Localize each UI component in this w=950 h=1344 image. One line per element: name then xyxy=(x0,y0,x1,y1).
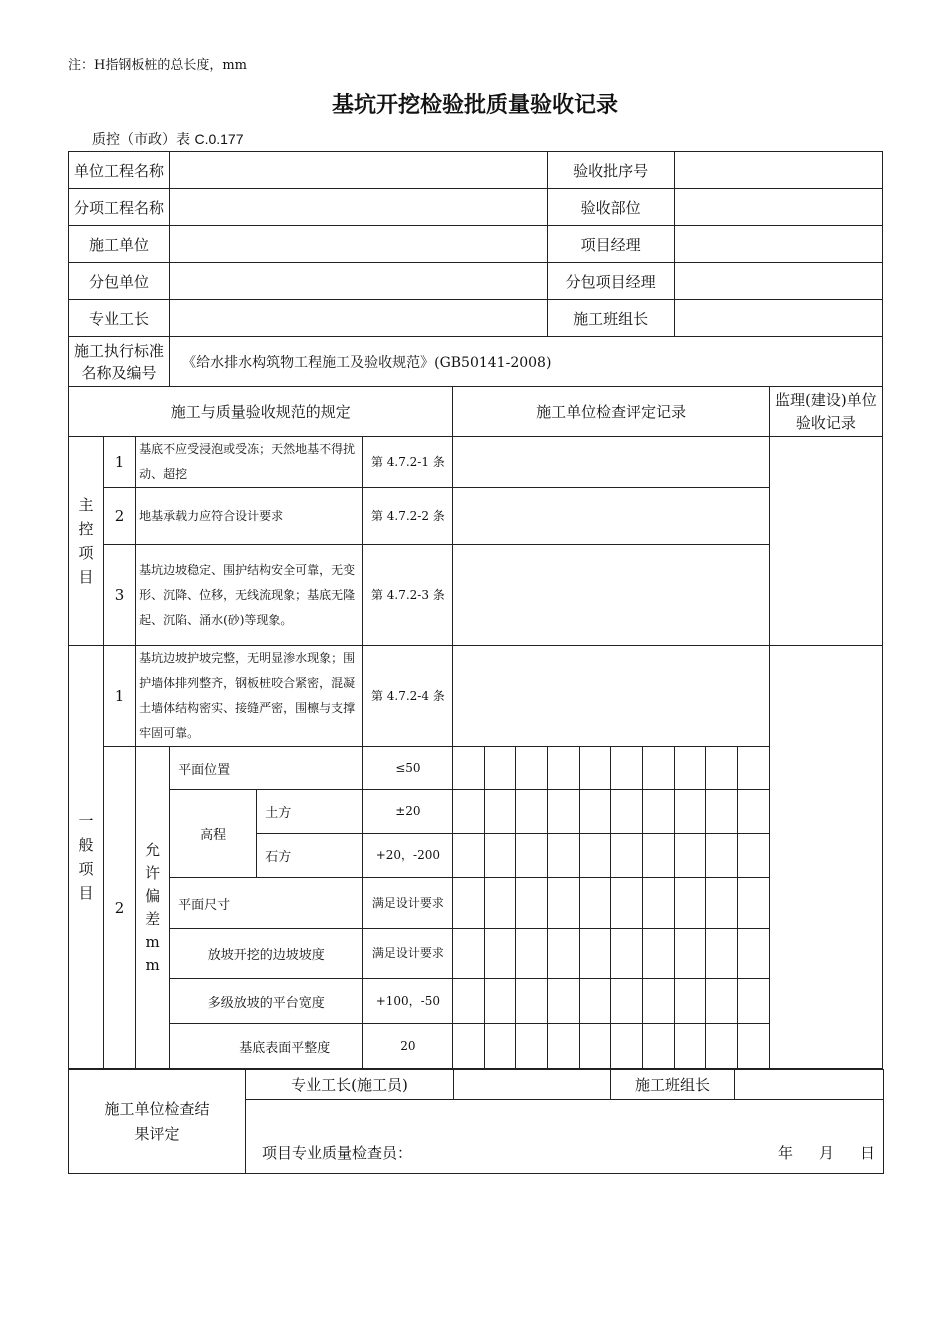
check-cell[interactable] xyxy=(516,834,547,878)
check-cell[interactable] xyxy=(610,929,642,979)
date-year: 年 xyxy=(777,1144,793,1162)
check-cell[interactable] xyxy=(610,790,642,834)
result-inspector-area[interactable] xyxy=(246,1100,884,1174)
subcontract-unit-label: 分包单位 xyxy=(69,263,170,300)
construction-unit-field[interactable] xyxy=(170,226,547,263)
check-cell[interactable] xyxy=(642,979,674,1024)
check-cell[interactable] xyxy=(737,747,769,790)
check-cell[interactable] xyxy=(737,790,769,834)
check-cell[interactable] xyxy=(705,878,737,929)
spec-column-header: 施工与质量验收规范的规定 xyxy=(69,387,453,437)
sub-project-field[interactable] xyxy=(170,189,547,226)
result-foreman-field[interactable] xyxy=(454,1070,611,1100)
main-items-label: 主控项目 xyxy=(69,437,104,646)
check-cell[interactable] xyxy=(547,929,579,979)
check-cell[interactable] xyxy=(737,878,769,929)
result-foreman-label: 专业工长(施工员) xyxy=(246,1070,454,1100)
main-item-clause: 第 4.7.2-3 条 xyxy=(363,545,453,646)
check-cell[interactable] xyxy=(674,979,705,1024)
check-cell[interactable] xyxy=(579,747,610,790)
check-cell[interactable] xyxy=(610,834,642,878)
check-column-header: 施工单位检查评定记录 xyxy=(453,387,769,437)
check-cell[interactable] xyxy=(610,1024,642,1069)
form-number-code: C.0.177 xyxy=(194,131,244,147)
check-cell[interactable] xyxy=(547,790,579,834)
check-cell[interactable] xyxy=(610,747,642,790)
check-cell[interactable] xyxy=(737,834,769,878)
subcontract-unit-field[interactable] xyxy=(170,263,547,300)
check-cell[interactable] xyxy=(453,1024,485,1069)
check-cell[interactable] xyxy=(705,1024,737,1069)
check-cell[interactable] xyxy=(579,878,610,929)
check-cell[interactable] xyxy=(453,747,485,790)
project-manager-field[interactable] xyxy=(674,226,882,263)
check-cell[interactable] xyxy=(485,979,516,1024)
unit-project-field[interactable] xyxy=(170,152,547,189)
result-table xyxy=(68,1069,884,1174)
check-cell[interactable] xyxy=(579,790,610,834)
foreman-label: 专业工长 xyxy=(69,300,170,337)
check-cell[interactable] xyxy=(516,979,547,1024)
check-cell[interactable] xyxy=(737,1024,769,1069)
main-item-no: 2 xyxy=(104,488,136,545)
check-cell[interactable] xyxy=(579,1024,610,1069)
check-cell[interactable] xyxy=(453,878,485,929)
check-cell[interactable] xyxy=(674,747,705,790)
general-item-no: 1 xyxy=(104,646,136,747)
main-item-text: 基坑边坡稳定、围护结构安全可靠，无变形、沉降、位移，无线流现象；基底无隆起、沉陷、涌水(砂)等现象。 xyxy=(136,545,363,646)
check-cell[interactable] xyxy=(579,979,610,1024)
check-cell[interactable] xyxy=(516,929,547,979)
check-cell[interactable] xyxy=(579,834,610,878)
check-cell[interactable] xyxy=(642,878,674,929)
check-cell[interactable] xyxy=(642,1024,674,1069)
main-item-text: 地基承载力应符合设计要求 xyxy=(136,488,363,545)
page-title: 基坑开挖检验批质量验收记录 xyxy=(331,93,618,118)
main-item-no: 1 xyxy=(104,437,136,488)
check-cell[interactable] xyxy=(547,979,579,1024)
result-label: 施工单位检查结果评定 xyxy=(69,1070,246,1174)
check-cell[interactable] xyxy=(642,929,674,979)
general-item-no: 2 xyxy=(104,747,136,1069)
standard-label: 施工执行标准名称及编号 xyxy=(69,337,170,387)
check-cell[interactable] xyxy=(705,979,737,1024)
team-leader-label: 施工班组长 xyxy=(547,300,674,337)
check-cell[interactable] xyxy=(674,834,705,878)
inspection-table xyxy=(68,151,883,1069)
check-cell[interactable] xyxy=(610,878,642,929)
general-supervision-field[interactable] xyxy=(769,646,882,1069)
check-cell[interactable] xyxy=(547,878,579,929)
check-cell[interactable] xyxy=(642,834,674,878)
inspector-label: 项目专业质量检查员： xyxy=(262,1144,413,1162)
check-cell[interactable] xyxy=(485,747,516,790)
slope-name: 放坡开挖的边坡坡度 xyxy=(170,929,363,979)
supervision-column-header: 监理(建设)单位验收记录 xyxy=(769,387,882,437)
check-cell[interactable] xyxy=(610,979,642,1024)
foreman-field[interactable] xyxy=(170,300,547,337)
main-item-no: 3 xyxy=(104,545,136,646)
form-number xyxy=(92,129,244,149)
main-item-clause: 第 4.7.2-2 条 xyxy=(363,488,453,545)
slope-value: 满足设计要求 xyxy=(363,929,453,979)
check-cell[interactable] xyxy=(547,1024,579,1069)
main-item-check-field[interactable] xyxy=(453,488,769,545)
main-item-clause: 第 4.7.2-1 条 xyxy=(363,437,453,488)
general-item-check-field[interactable] xyxy=(453,646,769,747)
acceptance-part-label: 验收部位 xyxy=(547,189,674,226)
main-item-check-field[interactable] xyxy=(453,437,769,488)
check-cell[interactable] xyxy=(516,878,547,929)
flatness-value: 20 xyxy=(363,1024,453,1069)
check-cell[interactable] xyxy=(547,747,579,790)
earth-value: ±20 xyxy=(363,790,453,834)
date-line xyxy=(752,1142,875,1163)
check-cell[interactable] xyxy=(642,790,674,834)
check-cell[interactable] xyxy=(674,790,705,834)
batch-no-field[interactable] xyxy=(674,152,882,189)
sub-project-label: 分项工程名称 xyxy=(69,189,170,226)
platform-name: 多级放坡的平台宽度 xyxy=(170,979,363,1024)
elevation-label: 高程 xyxy=(170,790,257,878)
main-item-check-field[interactable] xyxy=(453,545,769,646)
plane-position-value: ≤50 xyxy=(363,747,453,790)
check-cell[interactable] xyxy=(453,834,485,878)
date-month: 月 xyxy=(818,1144,834,1162)
check-cell[interactable] xyxy=(453,929,485,979)
date-day: 日 xyxy=(859,1144,875,1162)
main-item-text: 基底不应受浸泡或受冻；天然地基不得扰动、超挖 xyxy=(136,437,363,488)
check-cell[interactable] xyxy=(674,1024,705,1069)
check-cell[interactable] xyxy=(516,790,547,834)
check-cell[interactable] xyxy=(485,929,516,979)
check-cell[interactable] xyxy=(579,929,610,979)
sub-project-manager-field[interactable] xyxy=(674,263,882,300)
check-cell[interactable] xyxy=(485,834,516,878)
general-item-clause: 第 4.7.2-4 条 xyxy=(363,646,453,747)
rock-value: +20，-200 xyxy=(363,834,453,878)
result-team-leader-label: 施工班组长 xyxy=(611,1070,735,1100)
check-cell[interactable] xyxy=(453,979,485,1024)
check-cell[interactable] xyxy=(674,878,705,929)
plane-size-value: 满足设计要求 xyxy=(363,878,453,929)
acceptance-part-field[interactable] xyxy=(674,189,882,226)
team-leader-field[interactable] xyxy=(674,300,882,337)
check-cell[interactable] xyxy=(516,1024,547,1069)
earth-name: 土方 xyxy=(257,790,363,834)
plane-position-name: 平面位置 xyxy=(170,747,363,790)
general-items-label: 一般项目 xyxy=(69,646,104,1069)
check-cell[interactable] xyxy=(485,1024,516,1069)
check-cell[interactable] xyxy=(705,747,737,790)
check-cell[interactable] xyxy=(485,878,516,929)
check-cell[interactable] xyxy=(547,834,579,878)
note: 注：H指钢板桩的总长度，mm xyxy=(68,58,247,73)
deviation-label: 允许偏差mm xyxy=(136,747,170,1069)
check-cell[interactable] xyxy=(705,834,737,878)
flatness-name: 基底表面平整度 xyxy=(170,1024,363,1069)
batch-no-label: 验收批序号 xyxy=(547,152,674,189)
check-cell[interactable] xyxy=(705,929,737,979)
form-number-prefix: 质控（市政）表 xyxy=(92,132,190,148)
plane-size-name: 平面尺寸 xyxy=(170,878,363,929)
main-supervision-field[interactable] xyxy=(769,437,882,646)
check-cell[interactable] xyxy=(485,790,516,834)
result-team-leader-field[interactable] xyxy=(735,1070,884,1100)
general-item-text: 基坑边坡护坡完整，无明显渗水现象；围护墙体排列整齐，钢板桩咬合紧密，混凝土墙体结构密实、接缝严密，围檩与支撑牢固可靠。 xyxy=(136,646,363,747)
construction-unit-label: 施工单位 xyxy=(69,226,170,263)
check-cell[interactable] xyxy=(674,929,705,979)
sub-project-manager-label: 分包项目经理 xyxy=(547,263,674,300)
check-cell[interactable] xyxy=(642,747,674,790)
check-cell[interactable] xyxy=(737,979,769,1024)
check-cell[interactable] xyxy=(453,790,485,834)
standard-value: 《给水排水构筑物工程施工及验收规范》(GB50141-2008) xyxy=(170,337,883,387)
check-cell[interactable] xyxy=(705,790,737,834)
check-cell[interactable] xyxy=(737,929,769,979)
check-cell[interactable] xyxy=(516,747,547,790)
platform-value: +100，-50 xyxy=(363,979,453,1024)
unit-project-label: 单位工程名称 xyxy=(69,152,170,189)
project-manager-label: 项目经理 xyxy=(547,226,674,263)
rock-name: 石方 xyxy=(257,834,363,878)
